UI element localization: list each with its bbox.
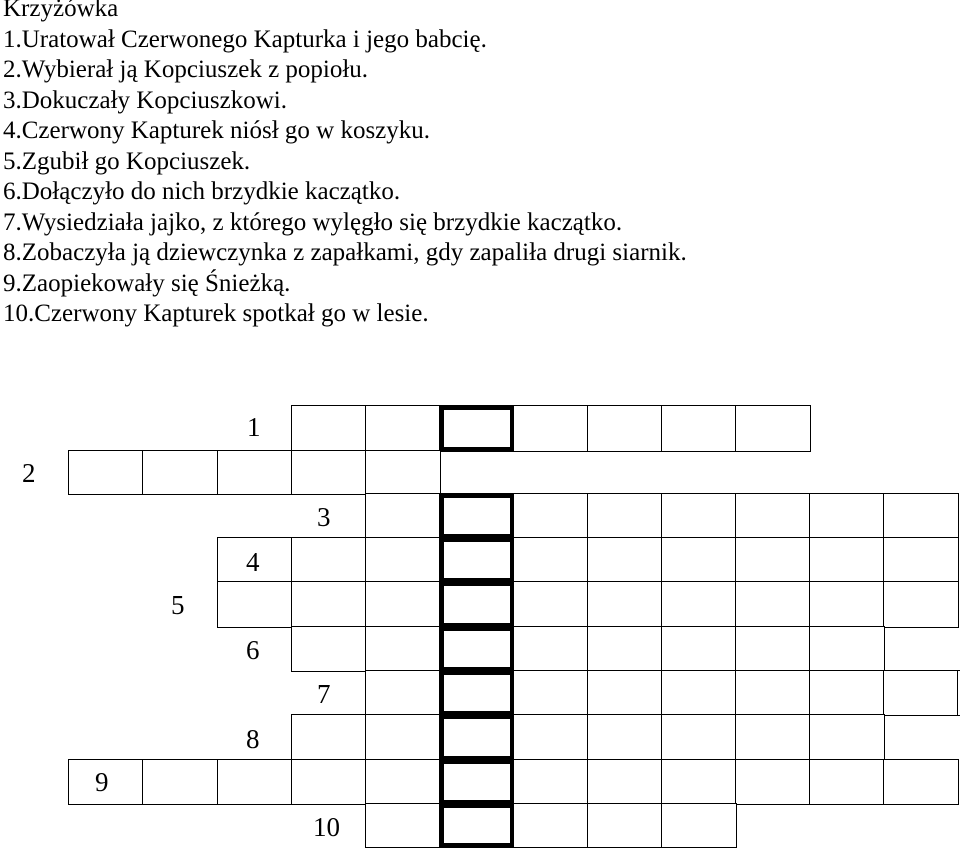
crossword-cell[interactable] xyxy=(513,714,589,761)
crossword-cell[interactable] xyxy=(291,537,367,583)
crossword-cell[interactable] xyxy=(661,581,737,628)
crossword-cell[interactable] xyxy=(587,803,663,848)
crossword-cell[interactable] xyxy=(513,537,589,583)
crossword-cell[interactable] xyxy=(587,626,663,672)
crossword-cell[interactable] xyxy=(661,626,737,672)
row-number-9: 9 xyxy=(95,767,109,797)
crossword-cell[interactable] xyxy=(661,537,737,583)
crossword-cell[interactable] xyxy=(365,450,441,495)
clue-1: 1.Uratował Czerwonego Kapturka i jego babcię. xyxy=(3,25,487,53)
crossword-cell[interactable] xyxy=(513,493,589,539)
row-number-5: 5 xyxy=(171,590,185,620)
key-column-cell[interactable] xyxy=(439,803,515,848)
crossword-cell[interactable] xyxy=(291,759,367,805)
crossword-cell[interactable] xyxy=(809,714,885,761)
row-number-6: 6 xyxy=(246,635,260,665)
crossword-cell[interactable] xyxy=(513,803,589,848)
key-column-cell[interactable] xyxy=(439,537,515,583)
crossword-cell[interactable] xyxy=(513,581,589,628)
crossword-cell[interactable] xyxy=(587,493,663,539)
crossword-cell[interactable] xyxy=(513,670,589,716)
crossword-cell[interactable] xyxy=(587,537,663,583)
row-number-7: 7 xyxy=(317,679,331,709)
crossword-cell[interactable] xyxy=(291,626,367,672)
crossword-cell[interactable] xyxy=(809,626,885,672)
crossword-cell[interactable] xyxy=(365,670,441,716)
crossword-cell[interactable] xyxy=(883,581,959,628)
crossword-cell[interactable] xyxy=(809,537,885,583)
crossword-cell[interactable] xyxy=(513,759,589,805)
crossword-cell[interactable] xyxy=(68,450,144,495)
row-number-4: 4 xyxy=(246,547,260,577)
crossword-cell[interactable] xyxy=(291,450,367,495)
crossword-cell[interactable] xyxy=(735,670,811,716)
crossword-cell[interactable] xyxy=(217,581,293,628)
crossword-cell[interactable] xyxy=(587,581,663,628)
crossword-cell[interactable] xyxy=(883,759,959,805)
crossword-cell[interactable] xyxy=(809,670,885,716)
page-title: Krzyżówka xyxy=(3,0,119,22)
clue-8: 8.Zobaczyła ją dziewczynka z zapałkami, gdy zapaliła drugi siarnik. xyxy=(3,239,687,266)
crossword-cell[interactable] xyxy=(365,405,441,452)
crossword-cell[interactable] xyxy=(883,493,959,539)
crossword-cell[interactable] xyxy=(883,537,959,583)
key-column-cell[interactable] xyxy=(439,714,515,761)
row-number-1: 1 xyxy=(247,412,261,442)
crossword-cell[interactable] xyxy=(735,405,811,452)
crossword-cell[interactable] xyxy=(365,759,441,805)
crossword-cell[interactable] xyxy=(365,714,441,761)
row-number-8: 8 xyxy=(246,724,260,754)
clue-10: 10.Czerwony Kapturek spotkał go w lesie. xyxy=(3,300,429,327)
crossword-cell[interactable] xyxy=(291,581,367,628)
crossword-cell[interactable] xyxy=(513,626,589,672)
crossword-cell[interactable] xyxy=(661,759,737,805)
crossword-cell[interactable] xyxy=(513,405,589,452)
crossword-cell[interactable] xyxy=(809,581,885,628)
crossword-cell[interactable] xyxy=(661,670,737,716)
clue-6: 6.Dołączyło do nich brzydkie kaczątko. xyxy=(3,178,401,205)
crossword-cell[interactable] xyxy=(587,670,663,716)
key-column-cell[interactable] xyxy=(439,493,515,539)
crossword-cell[interactable] xyxy=(142,450,219,495)
crossword-cell[interactable] xyxy=(735,581,811,628)
key-column-cell[interactable] xyxy=(439,759,515,805)
crossword-cell[interactable] xyxy=(587,714,663,761)
crossword-cell[interactable] xyxy=(661,405,737,452)
key-column-cell[interactable] xyxy=(439,670,515,716)
clue-7: 7.Wysiedziała jajko, z którego wylęgło się brzydkie kaczątko. xyxy=(3,208,623,236)
crossword-cell[interactable] xyxy=(365,493,441,539)
clue-9: 9.Zaopiekowały się Śnieżką. xyxy=(3,269,291,297)
clue-3: 3.Dokuczały Kopciuszkowi. xyxy=(3,86,287,114)
crossword-cell[interactable] xyxy=(291,405,367,452)
row-number-10: 10 xyxy=(313,812,340,842)
clue-5: 5.Zgubił go Kopciuszek. xyxy=(3,147,251,175)
crossword-cell[interactable] xyxy=(661,714,737,761)
crossword-cell[interactable] xyxy=(217,759,293,805)
crossword-cell[interactable] xyxy=(587,405,663,452)
crossword-cell[interactable] xyxy=(809,759,885,805)
crossword-cell[interactable] xyxy=(365,803,441,848)
clue-2: 2.Wybierał ją Kopciuszek z popiołu. xyxy=(3,56,369,83)
key-column-cell[interactable] xyxy=(439,626,515,672)
crossword-cell[interactable] xyxy=(735,537,811,583)
crossword-cell[interactable] xyxy=(735,714,811,761)
crossword-cell[interactable] xyxy=(142,759,219,805)
crossword-cell[interactable] xyxy=(217,450,293,495)
crossword-cell[interactable] xyxy=(661,803,737,848)
crossword-cell[interactable] xyxy=(735,493,811,539)
crossword-cell[interactable] xyxy=(291,714,367,761)
row-number-3: 3 xyxy=(317,502,331,532)
crossword-cell[interactable] xyxy=(809,493,885,539)
crossword-cell[interactable] xyxy=(883,670,959,716)
crossword-cell[interactable] xyxy=(365,581,441,628)
crossword-cell[interactable] xyxy=(365,626,441,672)
key-column-cell[interactable] xyxy=(439,405,515,452)
crossword-cell[interactable] xyxy=(735,626,811,672)
crossword-cell[interactable] xyxy=(587,759,663,805)
crossword-cell[interactable] xyxy=(365,537,441,583)
crossword-cell[interactable] xyxy=(661,493,737,539)
clue-4: 4.Czerwony Kapturek niósł go w koszyku. xyxy=(3,117,431,144)
crossword-cell[interactable] xyxy=(735,759,811,805)
row-number-2: 2 xyxy=(22,458,36,488)
key-column-cell[interactable] xyxy=(439,581,515,628)
